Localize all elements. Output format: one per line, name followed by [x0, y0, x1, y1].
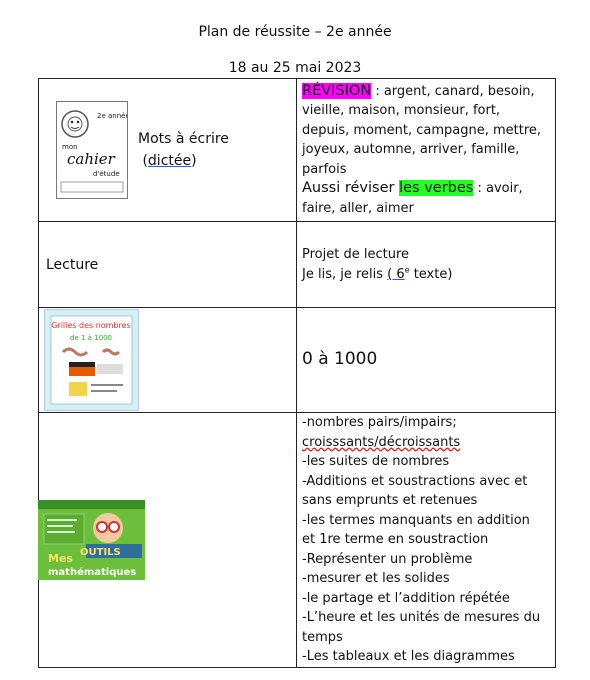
table-row — [39, 413, 556, 668]
table-row — [39, 308, 556, 413]
lecture-cell: Projet de lecture Je lis, je relis ( 6e texte) — [297, 222, 556, 308]
list-item: -Additions et soustractions avec et sans emprunts et retenues — [302, 473, 528, 508]
list-item: -Les tableaux et les diagrammes — [302, 649, 515, 664]
svg-text:Mes: Mes — [48, 551, 73, 565]
revision-highlight: RÉVISION — [302, 82, 372, 99]
list-item: croisssants/décroissants — [302, 434, 461, 450]
list-item: -les termes manquants en addition et 1re terme en soustraction — [302, 512, 530, 547]
svg-text:OUTILS: OUTILS — [80, 546, 121, 558]
lecture-label: Lecture — [46, 256, 99, 273]
list-item: -L’heure et les unités de mesures du temps — [302, 610, 541, 645]
cahier-etude-image — [56, 101, 128, 199]
nombres-cell — [297, 308, 556, 413]
list-item: -Représenter un problème — [302, 551, 473, 567]
math-topics-cell — [297, 413, 556, 668]
mots-a-ecrire-label: Mots à écrire (dictée) — [138, 131, 229, 169]
page-title: Plan de réussite – 2e année — [198, 24, 392, 40]
revision-words-cell: RÉVISION : argent, canard, besoin, vieille, maison, monsieur, fort, depuis, moment, campagne, mettre, joyeux, automne, arriver, famille, parfois Aussi réviser les verbes : avoir, faire, aller, aimer — [297, 79, 556, 222]
svg-text:Grilles des nombres: Grilles des nombres — [51, 321, 131, 330]
table-row — [39, 222, 556, 308]
table-row — [39, 79, 556, 222]
svg-text:cahier: cahier — [67, 150, 115, 168]
list-item: -mesurer et les solides — [302, 571, 450, 586]
nombres-range: 0 à 1000 — [302, 349, 378, 370]
plan-table — [38, 78, 556, 668]
grilles-nombres-image — [44, 309, 139, 411]
list-item: -les suites de nombres — [302, 454, 450, 469]
outils-mathematiques-image — [38, 500, 145, 580]
svg-text:2e année: 2e année — [97, 112, 127, 120]
svg-text:mathématiques: mathématiques — [48, 566, 137, 578]
svg-text:de 1 à 1000: de 1 à 1000 — [70, 334, 112, 342]
date-range: 18 au 25 mai 2023 — [228, 60, 362, 76]
list-item: -le partage et l’addition répétée — [302, 590, 510, 606]
verbes-highlight: les verbes — [399, 180, 474, 197]
svg-text:mon: mon — [62, 143, 78, 151]
list-item: -nombres pairs/impairs; — [302, 415, 457, 430]
svg-text:d'étude: d'étude — [93, 170, 120, 178]
